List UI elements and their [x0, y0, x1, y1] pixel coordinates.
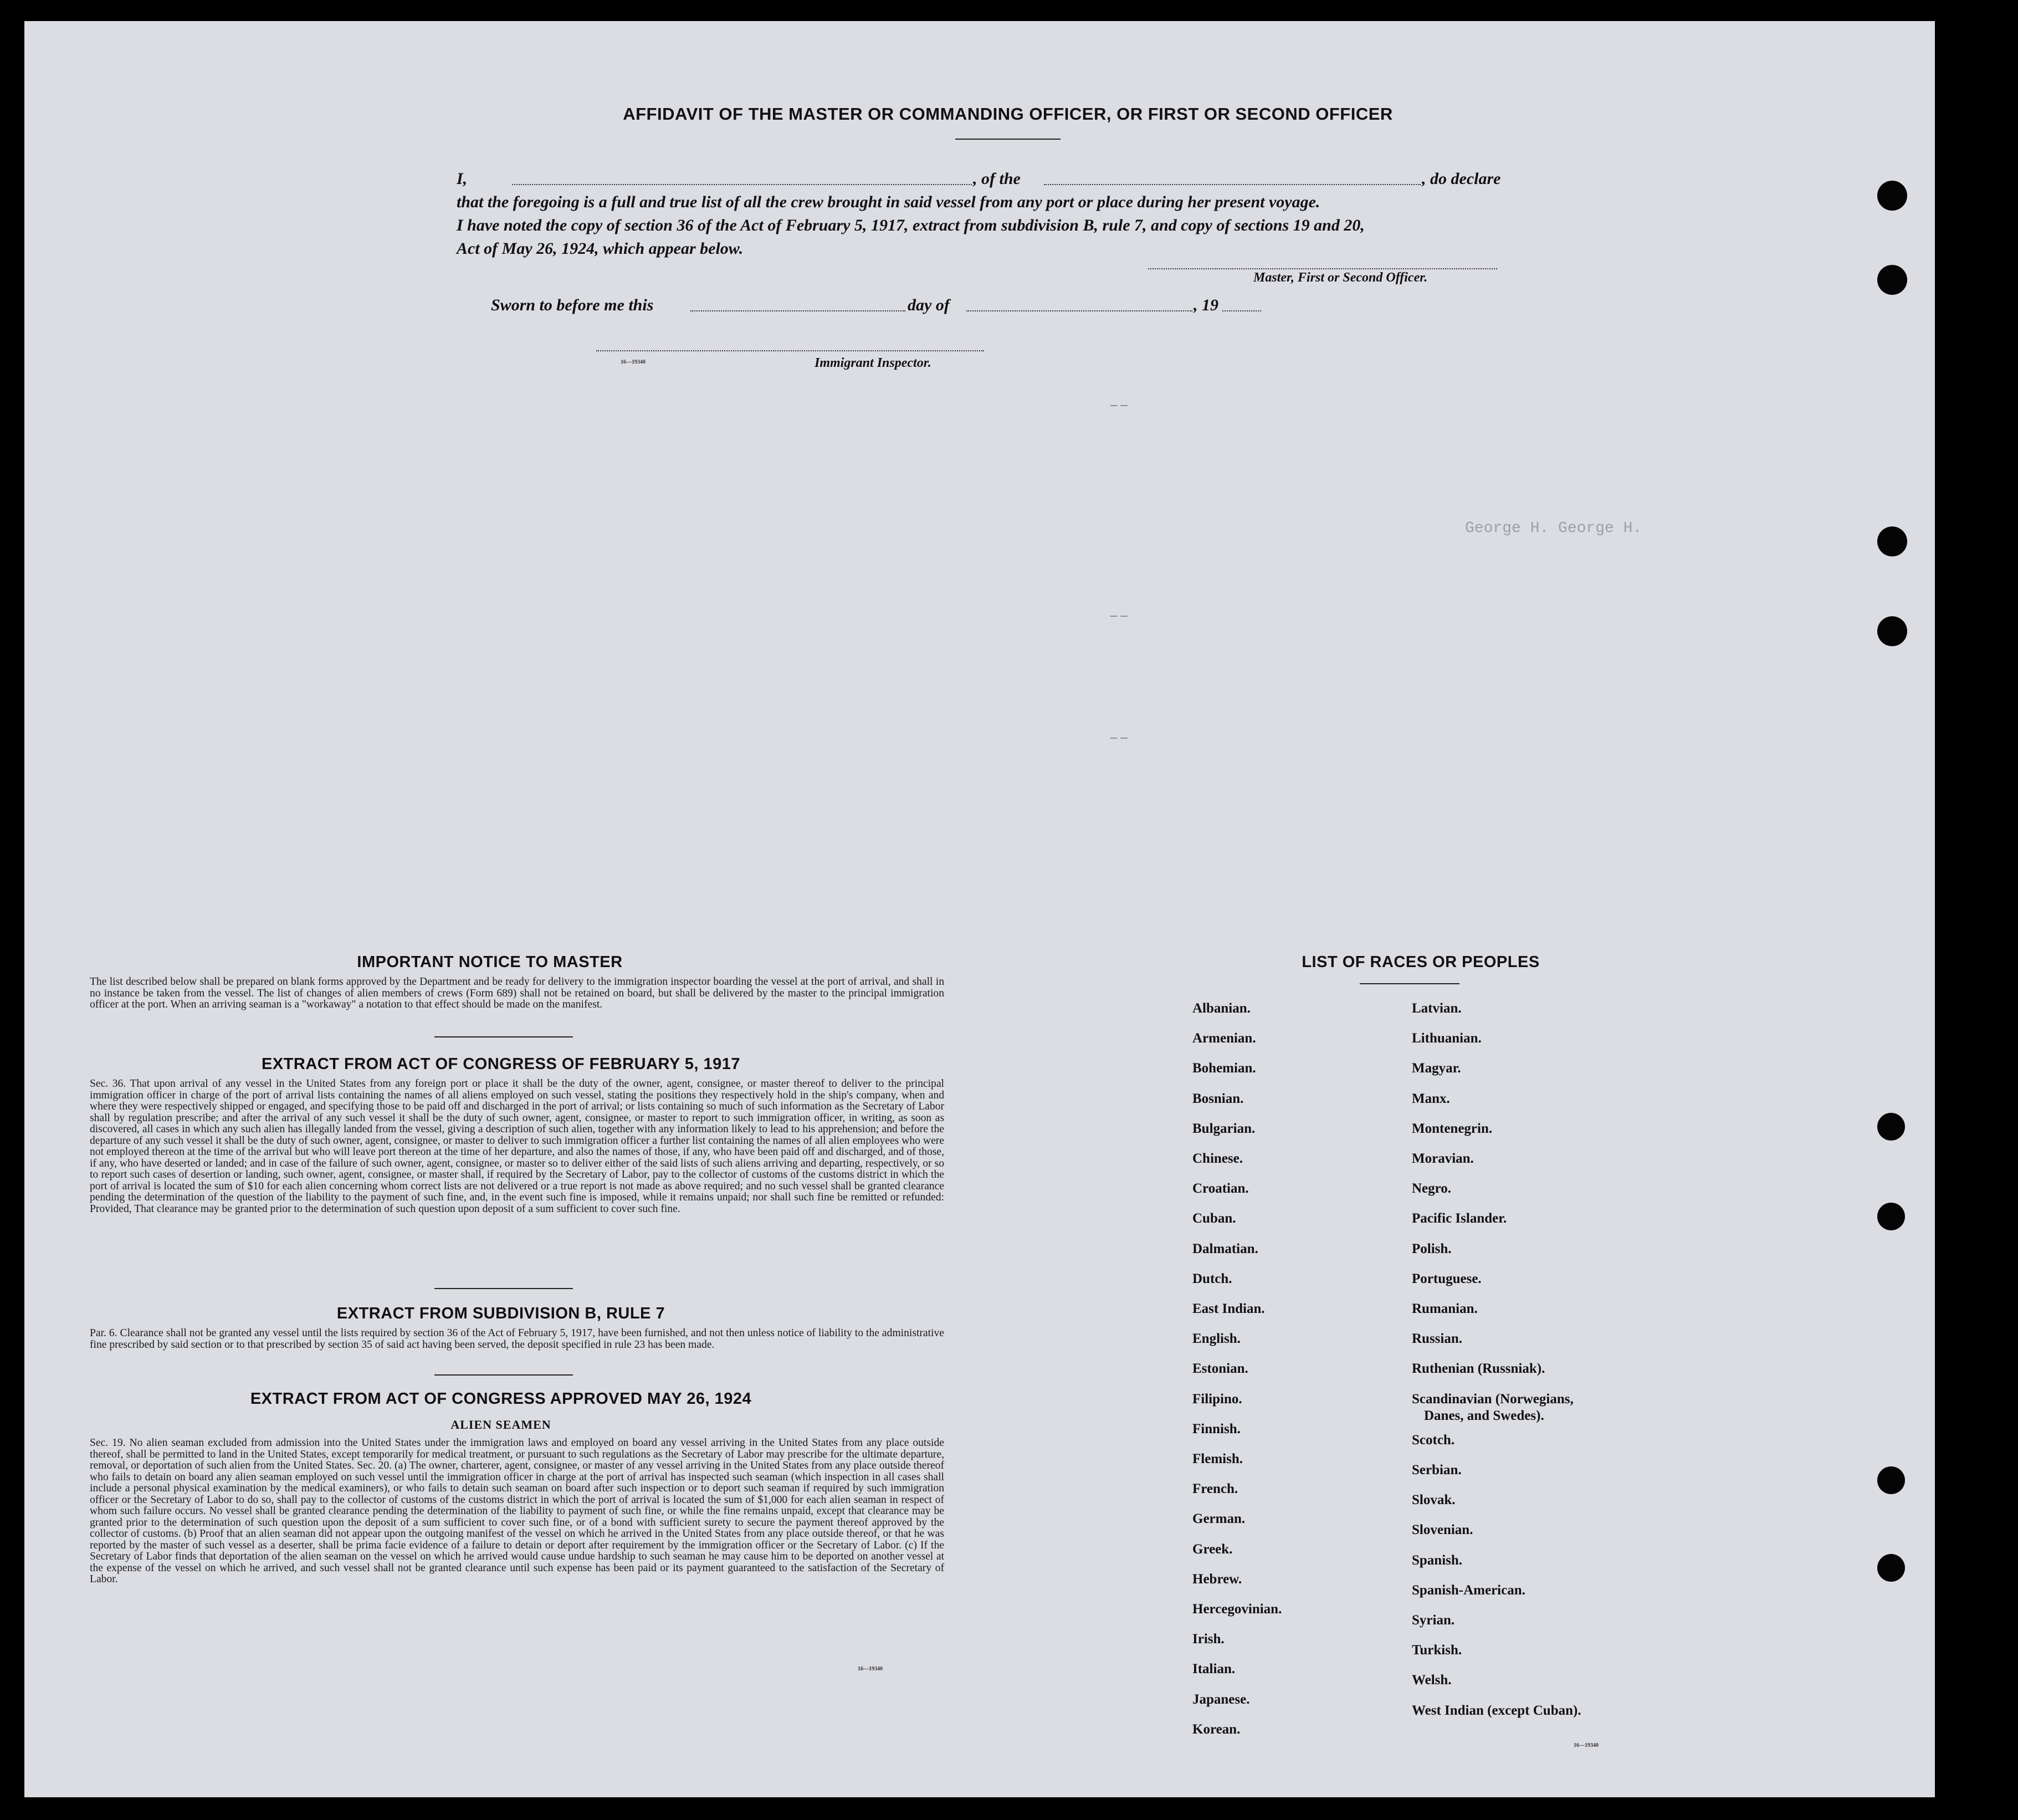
race-item: Spanish.: [1412, 1552, 1463, 1568]
day-of-text: day of: [908, 296, 950, 314]
race-item: English.: [1192, 1331, 1241, 1347]
document-sheet: [24, 21, 1935, 1797]
extract-1924-text: Sec. 19. No alien seaman excluded from admission into the United States under the immigration laws and employed on board any vessel arriving in the United States from any place outside thereof, shall be permitted to land in the United States, except temporarily for medical treatment, or pursuant to such regulations as the Secretary of Labor may prescribe for the ultimate departure, removal, or deportation of such alien from the United States. Sec. 20. (a) The owner, charterer, agent, consignee, or master of any vessel arriving in the United States from any place outside thereof who fails to detain on board any alien seaman employed on such vessel until the immigration officer in charge at the port of arrival has inspected such seaman (which inspection in all cases shall include a personal physical examination by the medical examiners), or who fails to detain such seaman on board after such inspection or to deport such seaman if required by such immigration officer or the Secretary of Labor to do so, shall pay to the collector of customs of the customs district in which the port of arrival is located the sum of $1,000 for each alien seaman in respect of whom such failure occurs. No vessel shall be granted clearance pending the determination of the liability to payment of such fine, or while the fine remains unpaid, except that clearance may be granted prior to the determination of such question upon the deposit of a sum sufficient to cover such fine, or of a bond with sufficient surety to secure the payment thereof approved by the collector of customs. (b) Proof that an alien seaman did not appear upon the outgoing manifest of the vessel on which he arrived in the United States from any place outside thereof, or that he was reported by the master of such vessel as a deserter, shall be prima facie evidence of a failure to detain or deport after requirement by the immigration officer or the Secretary of Labor. (c) If the Secretary of Labor finds that deportation of the alien seaman on the vessel on which he arrived would cause undue hardship to such seaman he may cause him to be deported on another vessel at the expense of the vessel on which he arrived, and such vessel shall not be granted clearance until such expense has been paid or its payment guaranteed to the satisfaction of the Secretary of Labor.: [90, 1437, 944, 1585]
master-signature-line[interactable]: [1148, 268, 1497, 269]
race-item: Armenian.: [1192, 1031, 1256, 1046]
race-item: Moravian.: [1412, 1151, 1474, 1166]
race-item: Serbian.: [1412, 1463, 1462, 1478]
race-item: Latvian.: [1412, 1001, 1462, 1016]
speck-marks: _ _: [1110, 725, 1128, 739]
extract-1924-subheading: ALIEN SEAMEN: [450, 1418, 551, 1432]
sworn-year-blank[interactable]: [1222, 310, 1261, 311]
race-item: Syrian.: [1412, 1613, 1455, 1628]
race-item: Irish.: [1192, 1632, 1225, 1647]
punch-hole: [1877, 265, 1907, 295]
race-item: Greek.: [1192, 1541, 1233, 1557]
subdivision-b-text: Par. 6. Clearance shall not be granted any vessel until the lists required by section 36 of the Act of February 5, 1917, have been furnished, and not then unless notice of liability to the administrative fine prescribed by said section or to that prescribed by section 35 of said act having been served, the deposit specified in rule 23 has been made.: [90, 1327, 944, 1351]
punch-hole: [1877, 526, 1907, 556]
race-item: Welsh.: [1412, 1673, 1452, 1688]
race-item: Slovak.: [1412, 1492, 1456, 1508]
race-item: Albanian.: [1192, 1001, 1251, 1016]
race-item: Filipino.: [1192, 1391, 1242, 1407]
name-blank[interactable]: [512, 184, 972, 185]
declaration-i: I,: [457, 170, 468, 188]
race-item: French.: [1192, 1481, 1238, 1497]
race-item: Ruthenian (Russniak).: [1412, 1361, 1545, 1377]
race-item: Rumanian.: [1412, 1301, 1478, 1316]
race-item: Danes, and Swedes).: [1424, 1408, 1544, 1423]
race-item: Russian.: [1412, 1331, 1463, 1347]
punch-hole: [1877, 616, 1907, 646]
race-item: Polish.: [1412, 1241, 1452, 1256]
race-item: Dalmatian.: [1192, 1241, 1258, 1256]
race-item: Spanish-American.: [1412, 1582, 1525, 1598]
race-item: Pacific Islander.: [1412, 1211, 1507, 1226]
declaration-do-declare: , do declare: [1422, 170, 1501, 188]
race-item: Cuban.: [1192, 1211, 1236, 1226]
race-item: Italian.: [1192, 1661, 1236, 1677]
inspector-signature-line[interactable]: [596, 350, 984, 351]
race-item: Dutch.: [1192, 1271, 1232, 1286]
extract-1917-text: Sec. 36. That upon arrival of any vessel in the United States from any foreign port or place it shall be the duty of the owner, agent, consignee, or master thereof to deliver to the principal immigration officer in charge of the port of arrival lists containing the names of all aliens employed on such vessel, stating the positions they respectively hold in the ship's company, when and where they were respectively shipped or engaged, and specifying those to be paid off and discharged in the port of arrival; or lists containing so much of such information as the Secretary of Labor shall by regulation prescribe; and after the arrival of any such vessel it shall be the duty of such owner, agent, consignee, or master to report to such immigration officer, in writing, as soon as discovered, all cases in which any such alien has illegally landed from the vessel, giving a description of such alien, together with any information likely to lead to his apprehension; and before the departure of any such vessel it shall be the duty of such owner, agent, consignee, or master to deliver to such immigration officer a further list containing the names of all alien employees who were not employed thereon at the time of the arrival but who will leave port thereon at the time of her departure, and also the names of those, if any, who have been paid off and discharged, and of those, if any, who have deserted or landed; and in case of the failure of such owner, agent, consignee, or master so to deliver either of the said lists of such aliens arriving and departing, respectively, or so to report such cases of desertion or landing, such owner, agent, consignee, or master shall, if required by the Secretary of Labor, pay to the collector of customs of the customs district in which the port of arrival is located the sum of $10 for each alien concerning whom correct lists are not delivered or a true report is not made as above required; and no such vessel shall be granted clearance pending the determination of the question of the liability to the payment of such fine, and, in the event such fine is imposed, while it remains unpaid; nor shall such fine be remitted or refunded: Provided, That clearance may be granted prior to the determination of such question upon deposit of a sum sufficient to cover such fine.: [90, 1078, 944, 1215]
race-item: Bulgarian.: [1192, 1121, 1256, 1136]
punch-hole: [1877, 1554, 1905, 1582]
punch-hole: [1877, 1466, 1905, 1494]
race-item: Croatian.: [1192, 1181, 1249, 1197]
declaration-line3: I have noted the copy of section 36 of the Act of February 5, 1917, extract from subdivision B, rule 7, and copy of sections 19 and 20,: [457, 216, 1365, 234]
extract-form-number: 16—19340: [858, 1666, 883, 1672]
races-form-number: 16—19340: [1574, 1742, 1599, 1749]
notice-text: The list described below shall be prepared on blank forms approved by the Department and be ready for delivery to the immigration inspector boarding the vessel at the port of arrival, and shall in no instance be taken from the vessel. The list of changes of alien members of crews (Form 689) shall not be retained on board, but shall be delivered by the master to the principal immigration officer at the port. When an arriving seaman is a "workaway" a notation to that effect should be made on the manifest.: [90, 976, 944, 1010]
declaration-line2: that the foregoing is a full and true list of all the crew brought in said vessel from any port or place during her present voyage.: [457, 193, 1320, 211]
speck-marks: _ _: [1110, 392, 1128, 406]
bleedthrough-text: George H. George H.: [1465, 520, 1642, 537]
race-item: Hebrew.: [1192, 1571, 1242, 1587]
race-item: West Indian (except Cuban).: [1412, 1703, 1581, 1718]
race-item: Turkish.: [1412, 1643, 1462, 1658]
sworn-text: Sworn to before me this: [491, 296, 654, 314]
extract-1917-heading: EXTRACT FROM ACT OF CONGRESS OF FEBRUARY 5, 1917: [261, 1055, 741, 1073]
sworn-day-blank[interactable]: [690, 310, 905, 311]
race-item: Korean.: [1192, 1721, 1241, 1737]
master-signature-label: Master, First or Second Officer.: [1253, 270, 1428, 285]
year-text: , 19: [1194, 296, 1218, 314]
extract-1924-heading: EXTRACT FROM ACT OF CONGRESS APPROVED MAY 26, 1924: [250, 1390, 752, 1408]
race-item: Montenegrin.: [1412, 1121, 1493, 1136]
section-rule: [434, 1288, 573, 1289]
race-item: Chinese.: [1192, 1151, 1243, 1166]
race-item: Bosnian.: [1192, 1091, 1244, 1106]
race-item: Estonian.: [1192, 1361, 1248, 1377]
race-item: Magyar.: [1412, 1061, 1461, 1076]
race-item: East Indian.: [1192, 1301, 1265, 1316]
race-item: Bohemian.: [1192, 1061, 1256, 1076]
race-item: Scotch.: [1412, 1432, 1455, 1448]
punch-hole: [1877, 1113, 1905, 1141]
race-item: Slovenian.: [1412, 1522, 1473, 1538]
punch-hole: [1877, 1203, 1905, 1230]
title-rule: [955, 139, 1061, 140]
race-item: Hercegovinian.: [1192, 1602, 1282, 1617]
race-item: Japanese.: [1192, 1691, 1250, 1707]
speck-marks: _ _: [1110, 603, 1128, 617]
race-item: German.: [1192, 1511, 1246, 1527]
notice-heading: IMPORTANT NOTICE TO MASTER: [357, 953, 623, 971]
race-item: Flemish.: [1192, 1451, 1243, 1466]
declaration-line4: Act of May 26, 1924, which appear below.: [457, 239, 744, 258]
race-item: Lithuanian.: [1412, 1031, 1482, 1046]
declaration-of-the: , of the: [973, 170, 1021, 188]
vessel-blank[interactable]: [1044, 184, 1421, 185]
affidavit-title: AFFIDAVIT OF THE MASTER OR COMMANDING OFFICER, OR FIRST OR SECOND OFFICER: [623, 104, 1393, 124]
section-rule: [434, 1374, 573, 1376]
race-item: Scandinavian (Norwegians,: [1412, 1391, 1574, 1407]
subdivision-b-heading: EXTRACT FROM SUBDIVISION B, RULE 7: [336, 1305, 665, 1322]
races-heading: LIST OF RACES OR PEOPLES: [1302, 953, 1540, 971]
punch-hole: [1877, 181, 1907, 211]
race-item: Negro.: [1412, 1181, 1452, 1197]
race-item: Portuguese.: [1412, 1271, 1482, 1286]
races-rule: [1360, 983, 1459, 984]
section-rule: [434, 1036, 573, 1037]
sworn-month-blank[interactable]: [966, 310, 1192, 311]
race-item: Finnish.: [1192, 1421, 1241, 1436]
affidavit-form-number: 16—19340: [621, 359, 646, 365]
race-item: Manx.: [1412, 1091, 1450, 1106]
inspector-label: Immigrant Inspector.: [815, 356, 931, 370]
